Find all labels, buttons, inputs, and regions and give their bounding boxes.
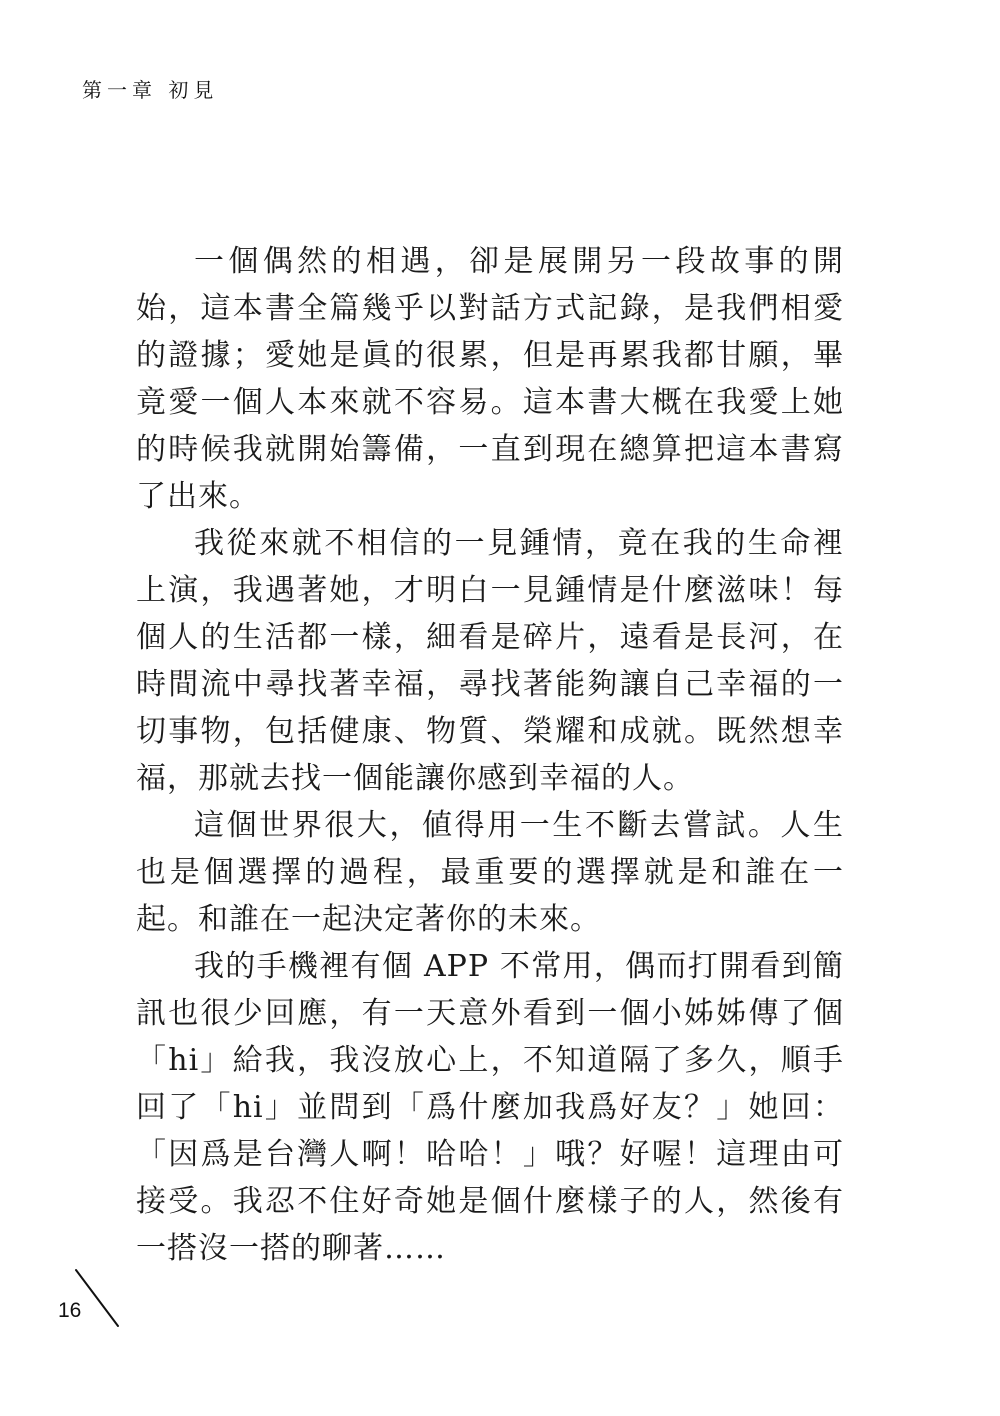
chapter-title: 第一章 初見 xyxy=(82,78,219,102)
body-text xyxy=(136,238,844,1272)
page-number: 16 xyxy=(58,1299,82,1322)
paragraph: 一個偶然的相遇，卻是展開另一段故事的開始，這本書全篇幾乎以對話方式記錄，是我們相愛的證據；愛她是眞的很累，但是再累我都甘願，畢竟愛一個人本來就不容易。這本書大概在我愛上她的時候我就開始籌備，一直到現在總算把這本書寫了出來。 xyxy=(136,244,844,514)
page-slash-decoration xyxy=(72,1268,124,1330)
paragraph: 這個世界很大，値得用一生不斷去嘗試。人生也是個選擇的過程，最重要的選擇就是和誰在一起。和誰在一起決定著你的未來。 xyxy=(136,808,844,937)
paragraph: 我的手機裡有個 APP 不常用，偶而打開看到簡訊也很少回應，有一天意外看到一個小姊姊傳了個「hi」給我，我沒放心上，不知道隔了多久，順手回了「hi」並問到「爲什麼加我爲好友？」她回：「因爲是台灣人啊！哈哈！」哦？好喔！這理由可接受。我忍不住好奇她是個什麼樣子的人，然後有一搭沒一搭的聊著…… xyxy=(136,949,844,1266)
paragraph: 我從來就不相信的一見鍾情，竟在我的生命裡上演，我遇著她，才明白一見鍾情是什麼滋味！每個人的生活都一樣，細看是碎片，遠看是長河，在時間流中尋找著幸福，尋找著能夠讓自己幸福的一切事物，包括健康、物質、榮耀和成就。既然想幸福，那就去找一個能讓你感到幸福的人。 xyxy=(136,526,844,796)
